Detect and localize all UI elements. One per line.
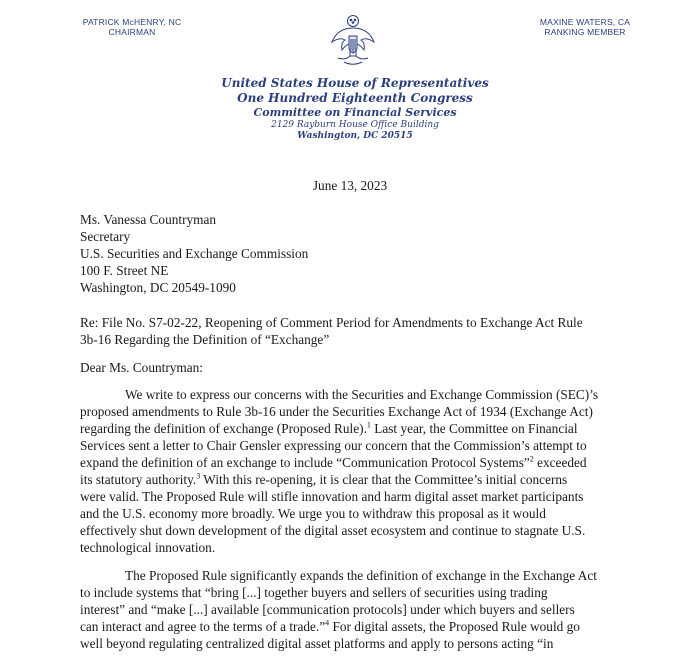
ranking-member-name: MAXINE WATERS, CA [539,17,631,27]
text-run: regarding the definition of exchange (Proposed Rule). [80,421,367,436]
chairman-title: CHAIRMAN [108,27,156,37]
paragraph-1 [80,386,640,556]
paragraph-1-line [80,454,640,471]
paragraph-1-line [80,471,640,488]
paragraph-2 [80,567,640,652]
paragraph-1-line: proposed amendments to Rule 3b-16 under the Securities Exchange Act of 1934 (Exchange Act) [80,404,593,419]
text-run: exceeded [533,455,587,470]
text-run: can interact and agree to the terms of a trade.” [80,619,326,634]
paragraph-1-line: effectively shut down development of the digital asset ecosystem and continue to stagnate U.S. [80,523,586,538]
subject-line-1: Re: File No. S7-02-22, Reopening of Comment Period for Amendments to Exchange Act Rule [80,315,583,330]
chairman-block [62,17,202,37]
ranking-member-title: RANKING MEMBER [544,27,626,37]
recipient-title: Secretary [80,229,131,244]
paragraph-1-line: and the U.S. economy more broadly. We urge you to withdraw this proposal as it would [80,506,546,521]
letterhead-congress: One Hundred Eighteenth Congress [237,91,473,105]
eagle-seal-icon [330,14,376,66]
footnote-ref-2: 2 [529,454,534,464]
recipient-street: 100 F. Street NE [80,263,169,278]
text-run: With this re-opening, it is clear that the Committee’s initial concerns [200,472,568,487]
subject-line [80,314,640,348]
text-run: its statutory authority. [80,472,197,487]
paragraph-1-line: were valid. The Proposed Rule will stifle innovation and harm digital asset market participants [80,489,584,504]
paragraph-2-line: well beyond regulating centralized digital asset platforms and apply to persons acting “in [80,636,554,651]
text-run: expand the definition of an exchange to include “Communication Protocol Systems” [80,455,530,470]
letterhead-building: 2129 Rayburn House Office Building [271,120,439,130]
subject-line-2: 3b-16 Regarding the Definition of “Exchange” [80,332,330,347]
paragraph-2-line: interest” and “make [...] available [communication protocols] under which buyers and sellers [80,602,575,617]
paragraph-2-line: to include systems that “bring [...] together buyers and sellers of securities using trading [80,585,548,600]
chairman-name: PATRICK McHENRY, NC [82,17,182,27]
recipient-address [80,211,640,296]
salutation: Dear Ms. Countryman: [80,360,203,375]
letterhead-committee: Committee on Financial Services [253,106,457,119]
recipient-name: Ms. Vanessa Countryman [80,212,217,227]
footnote-ref-3: 3 [196,471,201,481]
recipient-org: U.S. Securities and Exchange Commission [80,246,309,261]
paragraph-1-line: Services sent a letter to Chair Gensler expressing our concern that the Commission’s attempt to [80,438,587,453]
footnote-ref-4: 4 [325,618,330,628]
letter-date: June 13, 2023 [312,178,388,193]
paragraph-2-line: The Proposed Rule significantly expands the definition of exchange in the Exchange Act [125,568,597,583]
paragraph-1-line [80,420,640,437]
paragraph-1-line: We write to express our concerns with the Securities and Exchange Commission (SEC)’s [125,387,599,402]
paragraph-1-line: technological innovation. [80,540,216,555]
paragraph-2-line [80,618,640,635]
letterhead-house: United States House of Representatives [221,76,489,90]
text-run: Last year, the Committee on Financial [370,421,578,436]
recipient-city: Washington, DC 20549-1090 [80,280,236,295]
footnote-ref-1: 1 [366,420,371,430]
text-run: For digital assets, the Proposed Rule would go [329,619,580,634]
ranking-member-block [515,17,655,37]
letterhead [200,76,510,142]
letterhead-city: Washington, DC 20515 [297,131,413,141]
